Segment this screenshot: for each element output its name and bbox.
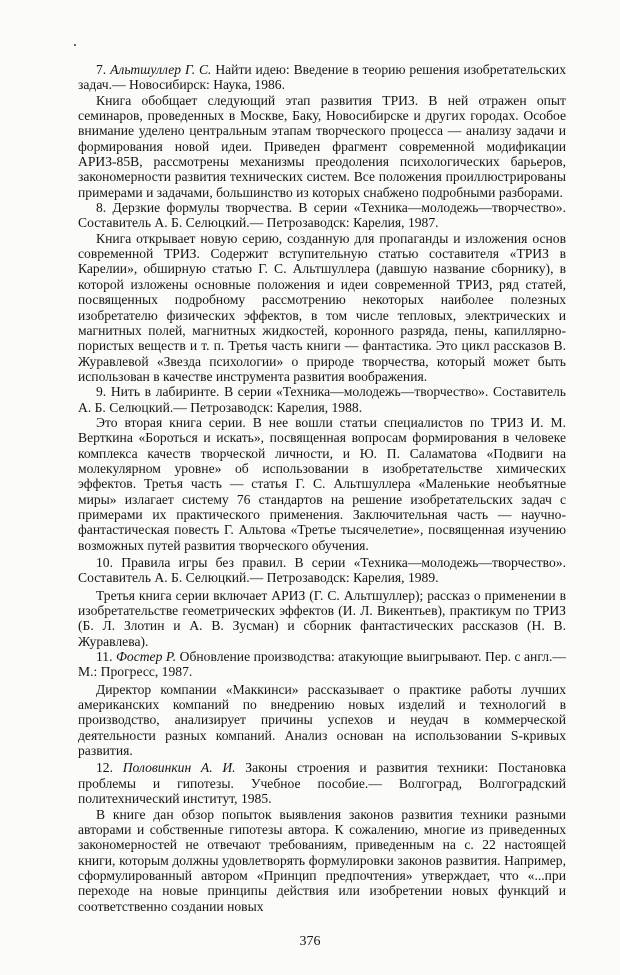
entry-9-citation [78, 384, 566, 415]
entry-12-citation [78, 760, 566, 806]
entry-9-annotation: Это вторая книга серии. В нее вошли статьи специалистов по ТРИЗ И. М. Верткина «Бороться и искать», посвященная вопросам формирования в человеке комплекса качеств творческой личности, и Ю. П. Саламатова «Подвиги на молекулярном уровне» об использовании в изобретательстве химических эффектов. Третья часть — статья Г. С. Альтшуллера «Маленькие необъятные миры» излагает систему 76 стандартов на решение изобретательских задач с примерами их практического применения. Заключительная часть — научно-фантастическая повесть Г. Альтова «Третье тысячелетие», посвященная изучению возможных путей развития творческого обучения. [78, 414, 566, 553]
page-number: 376 [299, 934, 321, 949]
entry-author: Половинкин А. И. [122, 760, 236, 776]
entry-title: Обновление производства: атакующие выигрывают. Пер. с англ.— М.: Прогресс, 1987. [78, 649, 566, 680]
entry-7-annotation: Книга обобщает следующий этап развития ТРИЗ. В ней отражен опыт семинаров, проведенных в Москве, Баку, Новосибирске и других городах. Особое внимание уделено центральным этапам творческого процесса — анализу задачи и формирования новой идеи. Приведен фрагмент современной модификации АРИЗ-85В, рассмотрены механизмы преодоления психологических барьеров, закономерности развития технических систем. Все положения проиллюстрированы примерами и задачами, большинство из которых снабжено подробными разборами. [78, 92, 566, 200]
entry-11-annotation: Директор компании «Маккинси» рассказывает о практике работы лучших американских компаний по внедрению новых изделий и технологий в производство, анализирует причины успехов и неудач в коммерческой деятельности разных компаний. Анализ основан на использовании S-кривых развития. [78, 681, 566, 759]
entry-number: 7. [96, 62, 107, 77]
entry-author: Альтшуллер Г. С. [110, 62, 212, 77]
entry-11-citation [78, 649, 566, 680]
entry-8-citation [78, 200, 566, 231]
entry-title: Найти идею: Введение в теорию решения изобретательских задач.— Новосибирск: Наука, 1986. [78, 62, 567, 93]
bibliography-column [78, 62, 566, 914]
entry-title: Дерзкие формулы творчества. В серии «Техника—молодежь—творчество». Составитель А. Б. Селюцкий.— Петрозаводск: Карелия, 1987. [78, 200, 566, 231]
entry-number: 9. [96, 384, 107, 400]
entry-number: 11. [96, 649, 113, 665]
entry-number: 10. [96, 555, 113, 570]
entry-number: 12. [96, 760, 113, 776]
entry-10-citation [78, 555, 566, 586]
entry-title: Законы строения и развития техники: Постановка проблемы и гипотезы. Учебное пособие.— Волгоград, Волгоградский политехнический институт, 1985. [78, 760, 566, 807]
entry-title: Нить в лабиринте. В серии «Техника—молодежь—творчество». Составитель А. Б. Селюцкий.— Петрозаводск: Карелия, 1988. [78, 384, 566, 415]
entry-10-annotation: Третья книга серии включает АРИЗ (Г. С. Альтшуллер); рассказ о применении в изобретательстве геометрических эффектов (И. Л. Викентьев), практикум по ТРИЗ (Б. Л. Злотин и А. В. Зусман) и сборник фантастических рассказов (Н. В. Журавлева). [78, 587, 566, 649]
entry-7-citation [78, 62, 566, 93]
entry-8-annotation: Книга открывает новую серию, созданную для пропаганды и изложения основ современной ТРИЗ. Содержит вступительную статью составителя «ТРИЗ в Карелии», обширную статью Г. С. Альтшуллера (давшую название сборнику), в которой изложены основные положения и идеи современной ТРИЗ, ряд статей, посвященных подробному рассмотрению некоторых наиболее полезных изобретателю физических эффектов, в том числе тепловых, электрических и магнитных полей, магнитных жидкостей, коронного разряда, пены, капиллярно-пористых веществ и т. п. Третья часть книги — фантастика. Это цикл рассказов В. Журавлевой «Звезда психологии» о природе творчества, который может быть использован в качестве инструмента развития воображения. [78, 230, 566, 384]
print-speck [74, 44, 76, 46]
entry-12-annotation: В книге дан обзор попыток выявления законов развития техники разными авторами и собственные гипотезы автора. К сожалению, многие из приведенных закономерностей не отвечают требованиям, приведенным на с. 22 настоящей книги, которым должны удовлетворять формулировки законов развития. Например, сформулированный автором «Принцип предпочтения» утверждает, что «...при переходе на новые принципы действия или изобретении новых функций и соответственно создании новых [78, 806, 566, 914]
entry-number: 8. [96, 200, 107, 216]
entry-title: Правила игры без правил. В серии «Техника—молодежь—творчество». Составитель А. Б. Селюцкий.— Петрозаводск: Карелия, 1989. [78, 555, 566, 586]
entry-author: Фостер Р. [115, 649, 177, 665]
